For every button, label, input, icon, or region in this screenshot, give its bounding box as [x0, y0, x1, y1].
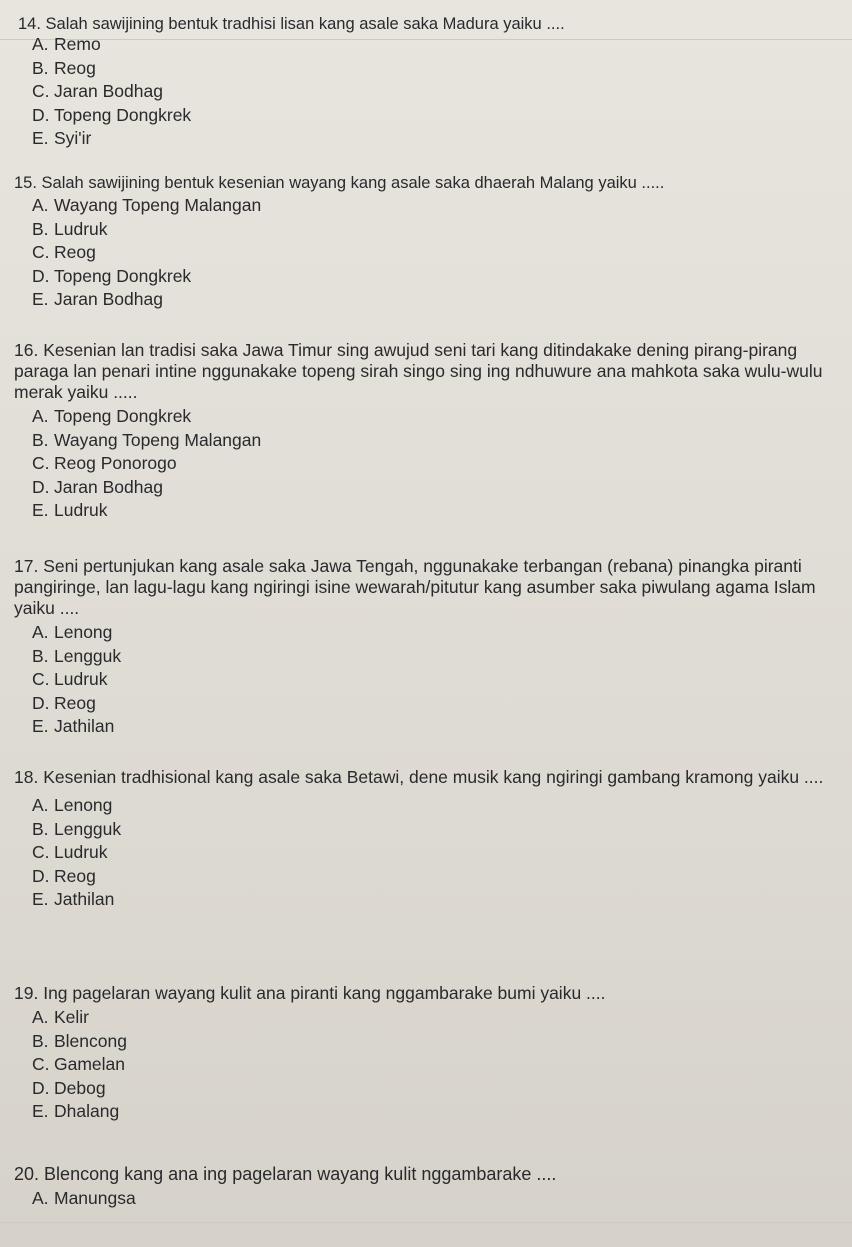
- option-letter: B.: [32, 818, 49, 839]
- question-text: Seni pertunjukan kang asale saka Jawa Tengah, nggunakake terbangan (rebana) pinangka piranti pangiringe, lan lagu-lagu kang ngiringi isine wewarah/pitutur kang asumber saka piwulang agama Islam yaiku ....: [14, 556, 816, 618]
- option-b: [14, 1030, 850, 1054]
- question-text: Kesenian lan tradisi saka Jawa Timur sing awujud seni tari kang ditindakake dening pirang-pirang paraga lan penari intine nggunakake topeng sirah singo sing ing ndhuwure ana mahkota saka wulu-wulu merak yaiku .....: [14, 340, 823, 402]
- option-letter: E.: [32, 289, 49, 309]
- option-text: Manungsa: [54, 1188, 136, 1208]
- option-d: [14, 104, 850, 128]
- option-b: [14, 645, 850, 669]
- option-text: Jathilan: [54, 716, 115, 736]
- option-text: Topeng Dongkrek: [54, 265, 192, 286]
- option-e: [14, 888, 850, 912]
- question-20: [14, 1164, 850, 1211]
- question-stem: [14, 340, 850, 403]
- question-17: [14, 556, 850, 739]
- option-text: Topeng Dongkrek: [54, 406, 192, 426]
- option-a: [14, 621, 850, 645]
- option-letter: C.: [32, 242, 50, 262]
- option-letter: A.: [32, 795, 49, 815]
- option-text: Remo: [54, 34, 101, 54]
- option-e: [14, 127, 850, 151]
- option-text: Lengguk: [54, 818, 122, 839]
- option-text: Wayang Topeng Malangan: [54, 429, 262, 450]
- option-text: Gamelan: [54, 1054, 126, 1074]
- option-text: Blencong: [54, 1030, 127, 1051]
- option-letter: C.: [32, 81, 50, 101]
- question-18: [14, 767, 850, 912]
- option-b: [14, 57, 850, 81]
- option-d: [14, 692, 850, 716]
- option-text: Lenong: [54, 622, 113, 642]
- option-a: [14, 405, 850, 429]
- option-list: [14, 1006, 850, 1124]
- option-letter: A.: [32, 406, 49, 426]
- option-e: [14, 499, 850, 523]
- option-letter: A.: [32, 622, 49, 642]
- option-c: [14, 1053, 850, 1077]
- question-16: [14, 340, 850, 523]
- option-list: [14, 621, 850, 739]
- option-b: [14, 218, 850, 242]
- option-text: Ludruk: [54, 500, 108, 520]
- option-letter: C.: [32, 669, 50, 689]
- option-c: [14, 80, 850, 104]
- option-list: [14, 1187, 850, 1211]
- option-text: Jaran Bodhag: [54, 476, 163, 497]
- question-number: 15.: [14, 174, 37, 192]
- option-text: Lengguk: [54, 645, 122, 666]
- question-stem: [14, 767, 850, 788]
- option-letter: D.: [32, 1077, 50, 1098]
- question-text: Salah sawijining bentuk kesenian wayang kang asale saka dhaerah Malang yaiku .....: [41, 174, 665, 192]
- option-text: Reog: [54, 242, 96, 262]
- question-text: Kesenian tradhisional kang asale saka Betawi, dene musik kang ngiringi gambang kramong yaiku ....: [43, 767, 824, 787]
- option-c: [14, 241, 850, 265]
- option-letter: C.: [32, 842, 50, 862]
- option-a: [14, 794, 850, 818]
- option-list: [14, 33, 850, 151]
- option-e: [14, 288, 850, 312]
- option-letter: A.: [32, 34, 49, 54]
- question-text: Ing pagelaran wayang kulit ana piranti kang nggambarake bumi yaiku ....: [43, 983, 606, 1003]
- option-a: [14, 1187, 850, 1211]
- option-letter: E.: [32, 716, 49, 736]
- question-number: 19.: [14, 983, 39, 1003]
- option-a: [14, 194, 850, 218]
- option-letter: C.: [32, 1054, 50, 1074]
- question-number: 20.: [14, 1164, 40, 1184]
- option-letter: D.: [32, 692, 50, 713]
- question-number: 18.: [14, 767, 39, 787]
- option-letter: A.: [32, 1188, 49, 1208]
- question-14: [14, 14, 850, 151]
- option-text: Wayang Topeng Malangan: [54, 195, 262, 215]
- option-letter: B.: [32, 1030, 49, 1051]
- question-number: 17.: [14, 556, 39, 576]
- option-list: [14, 794, 850, 912]
- option-list: [14, 405, 850, 523]
- question-stem: [14, 983, 850, 1004]
- option-a: [14, 1006, 850, 1030]
- option-text: Ludruk: [54, 218, 108, 239]
- option-letter: B.: [32, 429, 49, 450]
- option-d: [14, 265, 850, 289]
- question-text: Blencong kang ana ing pagelaran wayang kulit nggambarake ....: [44, 1164, 557, 1184]
- option-b: [14, 429, 850, 453]
- option-list: [14, 194, 850, 312]
- option-text: Reog: [54, 692, 96, 713]
- option-a: [14, 33, 850, 57]
- option-d: [14, 1077, 850, 1101]
- option-d: [14, 865, 850, 889]
- option-text: Reog: [54, 865, 96, 886]
- option-text: Kelir: [54, 1007, 90, 1027]
- option-letter: B.: [32, 57, 49, 78]
- option-letter: D.: [32, 104, 50, 125]
- option-text: Ludruk: [54, 669, 108, 689]
- question-stem: [14, 556, 850, 619]
- question-text: Salah sawijining bentuk tradhisi lisan kang asale saka Madura yaiku ....: [45, 15, 565, 33]
- option-letter: D.: [32, 265, 50, 286]
- option-text: Lenong: [54, 795, 113, 815]
- question-number: 16.: [14, 340, 39, 360]
- option-letter: D.: [32, 476, 50, 497]
- option-letter: E.: [32, 128, 49, 148]
- question-stem: [14, 173, 850, 194]
- option-text: Jaran Bodhag: [54, 289, 163, 309]
- option-text: Reog: [54, 57, 96, 78]
- option-letter: A.: [32, 1007, 49, 1027]
- option-letter: C.: [32, 453, 50, 473]
- ruled-line: [0, 1222, 852, 1223]
- option-text: Debog: [54, 1077, 106, 1098]
- option-letter: E.: [32, 1101, 49, 1121]
- question-stem: [14, 1164, 850, 1185]
- option-text: Jathilan: [54, 889, 115, 909]
- option-letter: A.: [32, 195, 49, 215]
- option-d: [14, 476, 850, 500]
- option-b: [14, 818, 850, 842]
- option-e: [14, 715, 850, 739]
- option-e: [14, 1100, 850, 1124]
- question-number: 14.: [18, 15, 41, 33]
- option-c: [14, 841, 850, 865]
- option-c: [14, 452, 850, 476]
- option-text: Dhalang: [54, 1101, 120, 1121]
- option-text: Ludruk: [54, 842, 108, 862]
- option-letter: E.: [32, 500, 49, 520]
- option-letter: B.: [32, 645, 49, 666]
- option-letter: D.: [32, 865, 50, 886]
- option-text: Jaran Bodhag: [54, 81, 163, 101]
- option-text: Topeng Dongkrek: [54, 104, 192, 125]
- question-stem: [18, 14, 850, 35]
- option-text: Reog Ponorogo: [54, 453, 177, 473]
- option-letter: B.: [32, 218, 49, 239]
- option-text: Syi'ir: [54, 128, 92, 148]
- option-c: [14, 668, 850, 692]
- question-15: [14, 173, 850, 312]
- question-19: [14, 983, 850, 1124]
- option-letter: E.: [32, 889, 49, 909]
